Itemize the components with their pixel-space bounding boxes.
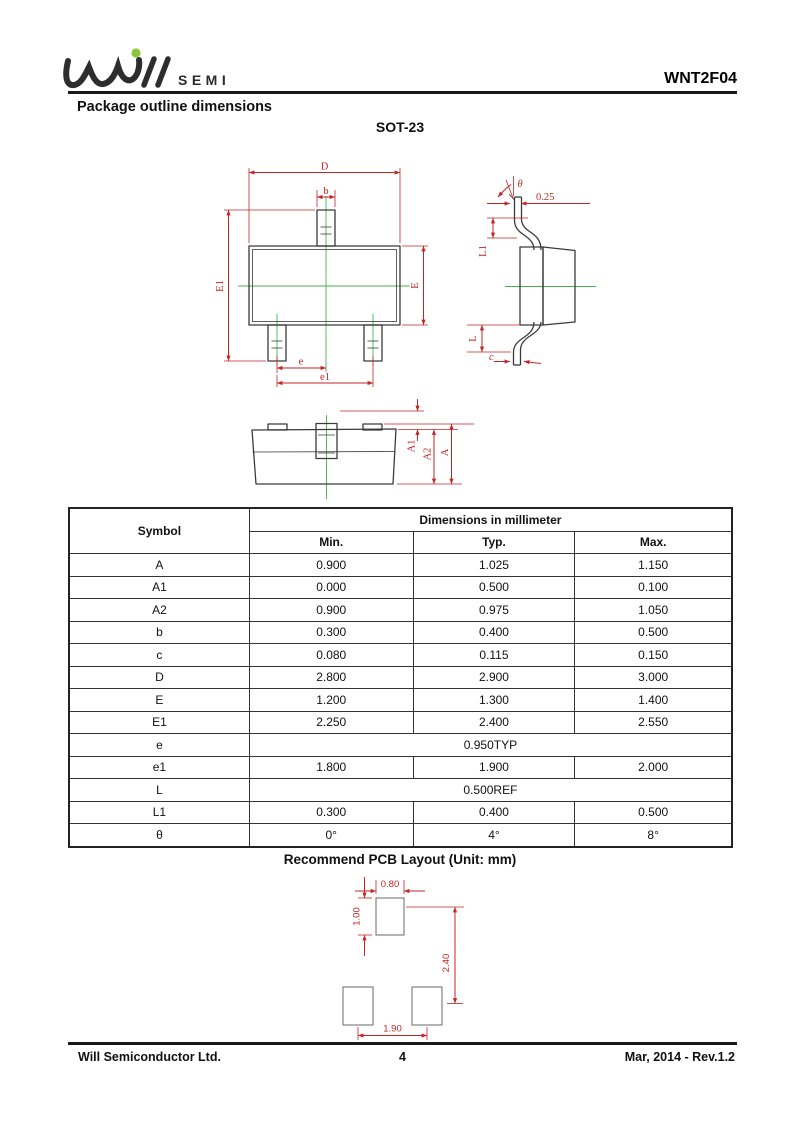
footer-page-number: 4: [399, 1050, 406, 1064]
dim-label-D: D: [320, 161, 329, 173]
footer-rule: [68, 1042, 737, 1045]
table-row: [69, 824, 732, 847]
cell-symbol: A: [69, 554, 249, 577]
dim-label-A: A: [440, 448, 451, 457]
package-body-outline: [249, 210, 400, 361]
cell-max: 2.000: [575, 756, 732, 779]
cell-min: 0.900: [249, 554, 413, 577]
cell-min: 0.300: [249, 621, 413, 644]
cell-typ: 2.400: [413, 711, 575, 734]
package-top-view-drawing: [205, 158, 440, 390]
cell-max: 2.550: [575, 711, 732, 734]
footer: [70, 1050, 735, 1064]
cell-symbol: E1: [69, 711, 249, 734]
dim-label-E1: E1: [215, 280, 226, 292]
logo-w-stroke: [66, 60, 139, 85]
col-header-symbol: Symbol: [69, 508, 249, 554]
cell-typ: 0.115: [413, 644, 575, 667]
cell-min: 2.250: [249, 711, 413, 734]
cell-symbol: E: [69, 689, 249, 712]
cell-symbol: e: [69, 734, 249, 757]
cell-symbol: b: [69, 621, 249, 644]
cell-min: 1.200: [249, 689, 413, 712]
col-header-typ: Typ.: [413, 531, 575, 554]
cell-typ: 2.900: [413, 666, 575, 689]
dimension-lines: [215, 162, 428, 388]
table-row: [69, 554, 732, 577]
package-front-view-drawing: [235, 393, 475, 500]
page-title: Package outline dimensions: [77, 99, 272, 115]
cell-max: 0.500: [575, 621, 732, 644]
cell-typ: 1.025: [413, 554, 575, 577]
dimension-lines: [467, 176, 590, 364]
cell-min: 0.300: [249, 801, 413, 824]
dim-label-pad-width: 0.80: [380, 879, 400, 890]
pcb-layout-drawing: [325, 872, 480, 1042]
table-row: [69, 621, 732, 644]
dimensions-table: [68, 507, 733, 848]
centerlines: [238, 196, 414, 378]
cell-max: 3.000: [575, 666, 732, 689]
dim-label-tip-width: 0.25: [536, 192, 555, 203]
logo-will-mark: [66, 48, 168, 85]
table-row: [69, 599, 732, 622]
dim-label-theta: θ: [517, 179, 523, 190]
cell-min: 2.800: [249, 666, 413, 689]
logo-slash2: [158, 59, 168, 85]
cell-min: 1.800: [249, 756, 413, 779]
dim-label-A1: A1: [406, 439, 418, 453]
cell-typ: 1.900: [413, 756, 575, 779]
cell-min: 0.080: [249, 644, 413, 667]
table-row: [69, 711, 732, 734]
cell-symbol: L1: [69, 801, 249, 824]
cell-span-value: 0.500REF: [249, 779, 732, 802]
dim-label-A2: A2: [422, 447, 434, 461]
dimension-lines: [340, 399, 474, 484]
package-body-outline: [252, 424, 396, 485]
cell-symbol: L: [69, 779, 249, 802]
company-logo: [58, 46, 258, 94]
cell-max: 1.400: [575, 689, 732, 712]
dim-label-c: c: [489, 352, 494, 363]
dim-label-e: e: [298, 356, 304, 368]
package-name: SOT-23: [375, 119, 425, 135]
cell-typ: 0.400: [413, 801, 575, 824]
cell-span-value: 0.950TYP: [249, 734, 732, 757]
col-header-max: Max.: [575, 531, 732, 554]
part-number: WNT2F04: [664, 70, 737, 87]
cell-max: 0.150: [575, 644, 732, 667]
logo-slash1: [144, 59, 154, 85]
package-body-outline: [509, 194, 575, 365]
cell-typ: 0.500: [413, 576, 575, 599]
cell-min: 0.000: [249, 576, 413, 599]
cell-symbol: θ: [69, 824, 249, 847]
cell-min: 0°: [249, 824, 413, 847]
table-header-row-1: [69, 508, 732, 531]
table-row: [69, 734, 732, 757]
cell-typ: 4°: [413, 824, 575, 847]
table-row: [69, 666, 732, 689]
col-header-min: Min.: [249, 531, 413, 554]
footer-revision: Mar, 2014 - Rev.1.2: [624, 1050, 735, 1064]
dim-label-vertical-pitch: 2.40: [441, 953, 452, 973]
cell-symbol: A2: [69, 599, 249, 622]
cell-symbol: D: [69, 666, 249, 689]
dimension-lines: [352, 877, 465, 1040]
table-row: [69, 689, 732, 712]
cell-typ: 0.400: [413, 621, 575, 644]
cell-max: 1.050: [575, 599, 732, 622]
cell-typ: 1.300: [413, 689, 575, 712]
dim-label-E: E: [410, 282, 421, 289]
table-row: [69, 756, 732, 779]
dimensions-table-body: [69, 554, 732, 847]
table-row: [69, 576, 732, 599]
cell-max: 1.150: [575, 554, 732, 577]
header-rule: [68, 91, 737, 94]
logo-green-dot-icon: [131, 48, 140, 57]
package-side-view-drawing: [455, 170, 635, 395]
table-row: [69, 779, 732, 802]
dim-label-pad-height: 1.00: [351, 907, 363, 926]
dim-label-L1: L1: [478, 245, 489, 257]
dim-label-L: L: [468, 335, 479, 342]
cell-max: 8°: [575, 824, 732, 847]
cell-min: 0.900: [249, 599, 413, 622]
cell-symbol: A1: [69, 576, 249, 599]
cell-symbol: e1: [69, 756, 249, 779]
footer-company: Will Semiconductor Ltd.: [78, 1050, 221, 1064]
table-row: [69, 801, 732, 824]
cell-max: 0.100: [575, 576, 732, 599]
pcb-layout-title: Recommend PCB Layout (Unit: mm): [283, 852, 517, 867]
cell-symbol: c: [69, 644, 249, 667]
cell-typ: 0.975: [413, 599, 575, 622]
cell-max: 0.500: [575, 801, 732, 824]
dim-label-horizontal-pitch: 1.90: [383, 1023, 402, 1035]
logo-semi-text: SEMI: [178, 72, 231, 88]
dim-label-e1: e1: [320, 372, 330, 383]
dim-label-b: b: [323, 186, 329, 197]
table-title: Dimensions in millimeter: [249, 508, 732, 531]
table-row: [69, 644, 732, 667]
